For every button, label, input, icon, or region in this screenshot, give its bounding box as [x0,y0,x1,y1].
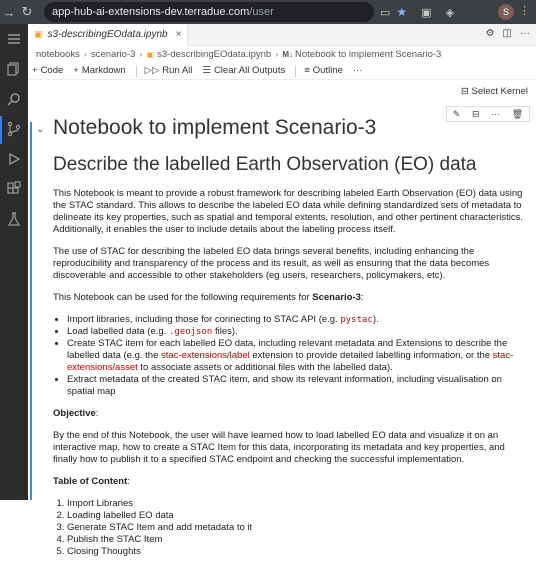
plus-icon: + [73,65,79,76]
list-item: • Create STAC item for each labelled EO data, including relevant metadata and Extensions to describe the labelled data (e.g. the stac-extensions/label extension to provide detailed labelling information, or the stac-extensions/asset to associate assets or additional files with the labelled data). [67,338,523,374]
address-bar[interactable] [44,2,374,22]
toolbar-divider [136,65,137,77]
stac-paragraph: The use of STAC for describing the labeled EO data brings several benefits, including enhancing the reproducibility and transparency of the process and its result, as well as ensuring that the data becomes discoverable and accessible to other stakeholders (eg users, researchers, policymakers, etc). [53,246,490,281]
clear-outputs-button[interactable] [202,65,285,76]
run-all-label: Run All [162,65,193,76]
more-cell-actions-icon[interactable]: ··· [491,109,501,119]
toc-item: 1. Import Libraries [67,498,523,510]
search-icon[interactable] [0,84,28,114]
markdown-cell[interactable] [53,116,523,568]
add-markdown-button[interactable] [73,65,125,76]
install-app-icon[interactable]: ▭ [380,6,391,19]
objective-colon: : [95,408,99,419]
breadcrumb-item[interactable]: Notebook to implement Scenario-3 [295,48,442,60]
explorer-icon[interactable] [0,54,28,84]
add-code-label: Code [40,65,64,76]
outline-label: Outline [312,65,343,76]
req-intro-colon: : [360,292,364,303]
intro-paragraph: This Notebook is meant to provide a robust framework for describing labeled Earth Observation (EO) data using the STAC standard. This allows to describe the labeled EO data while defining standardized sets of metadata to delineate its key properties, such as spatial and temporal extents, resolution, and other pertinent characteristics. Additionally, it enables the user to include details about the labeling process itself. [53,188,523,235]
extensions-puzzle-icon[interactable]: ◈ [445,6,455,19]
inline-code: .geojson [168,327,213,337]
forward-icon[interactable]: → [2,4,16,20]
objective-paragraph: By the end of this Notebook, the user will have learned how to load labelled EO data and visualize it on an interactive map, how to create a STAC Item for this data, incorporating its metadata and key properties, and finally how to publish it to a specified STAC endpoint and checking the successful implementation. [53,430,505,465]
delete-trash-icon[interactable]: 🗑 [511,108,524,119]
extension-icon[interactable]: ▣ [421,6,432,19]
add-code-button[interactable] [32,65,63,76]
add-markdown-label: Markdown [81,65,126,76]
active-indicator [0,116,2,144]
run-all-button[interactable] [145,65,193,76]
split-cell-icon[interactable]: ⊟ [471,108,480,119]
toc-colon: : [127,476,130,487]
asset-extension-link[interactable]: stac-extensions/asset [67,350,514,373]
close-icon[interactable]: × [175,29,182,40]
select-kernel-label: Select Kernel [471,86,528,97]
scenario-bold: Scenario-3 [312,292,361,303]
activity-bar [0,24,28,500]
tab-notebook[interactable] [28,24,188,46]
run-all-icon: ▷▷ [144,65,160,76]
url-path: /user [249,6,274,18]
browser-toolbar [0,0,536,24]
requirements-intro [53,292,523,304]
toc-item: 3. Generate STAC Item and add metadata to it [67,522,523,534]
label-extension-link[interactable]: stac-extensions/label [161,350,250,361]
breadcrumb-item[interactable]: notebooks [36,48,80,60]
run-debug-icon[interactable] [0,144,28,174]
objective-heading [53,408,523,420]
split-editor-icon[interactable]: ◫ [502,28,512,39]
notebook-toolbar [28,62,536,80]
requirements-list [67,314,523,398]
source-control-icon[interactable] [0,114,28,144]
reload-icon[interactable]: ↻ [21,4,33,19]
clear-outputs-icon: ☰ [202,65,211,76]
markdown-icon: M↓ [282,49,294,59]
bookmark-star-icon[interactable]: ★ [396,5,408,19]
inline-code: pystac [340,315,373,325]
toc-item: 5. Closing Thoughts [67,546,523,558]
outline-button[interactable] [304,65,343,76]
breadcrumb-item[interactable]: scenario-3 [91,48,136,60]
toc-item: 2. Loading labelled EO data [67,510,523,522]
more-toolbar-button[interactable]: ··· [352,65,363,76]
plus-icon: + [32,65,38,76]
list-item: • Extract metadata of the created STAC item, and show its relevant information, including visualisation on spatial map [67,374,523,398]
notebook-subtitle: Describe the labelled Earth Observation (EO) data [53,154,477,175]
settings-gear-icon[interactable]: ⚙ [485,28,495,39]
outline-icon: ≡ [304,65,310,76]
profile-avatar[interactable]: S [498,4,514,20]
url-host: app-hub-ai-extensions-dev.terradue.com [52,6,250,18]
breadcrumb-item[interactable]: s3-describingEOdata.ipynb [157,48,272,60]
more-actions-icon[interactable]: ··· [520,28,530,39]
chevron-right-icon: › [275,48,279,60]
extensions-icon[interactable] [0,174,28,204]
edit-pencil-icon[interactable]: ✎ [452,108,461,119]
tab-title: s3-describingEOdata.ipynb [47,29,168,40]
toc-heading [53,476,523,488]
chevron-right-icon: › [83,48,88,60]
notebook-file-icon: ▣ [146,49,155,59]
editor-area [28,24,536,557]
toc-list [67,498,523,558]
cell-focus-indicator [30,122,32,500]
objective-label: Objective [53,408,96,419]
kernel-icon: ⊟ [460,86,472,97]
chevron-right-icon: › [139,48,143,60]
testing-flask-icon[interactable] [0,204,28,234]
req-intro-text: This Notebook can be used for the following requirements for [53,292,313,303]
notebook-file-icon: ▣ [34,29,43,39]
breadcrumb [28,46,536,62]
browser-menu-icon[interactable]: ⋮ [519,5,530,17]
notebook-title: Notebook to implement Scenario-3 [53,116,377,139]
tab-actions [486,28,530,39]
toolbar-divider [295,65,296,77]
list-item: • Load labelled data (e.g. .geojson files). [67,326,523,338]
toc-label: Table of Content [53,476,128,487]
select-kernel-button[interactable] [461,86,528,97]
tab-bar [28,24,536,46]
collapse-chevron-icon[interactable]: ⌄ [36,124,45,135]
list-item: • Import libraries, including those for connecting to STAC API (e.g. pystac). [67,314,523,326]
clear-outputs-label: Clear All Outputs [213,65,286,76]
toc-item: 4. Publish the STAC Item [67,534,523,546]
menu-icon[interactable] [0,24,28,54]
